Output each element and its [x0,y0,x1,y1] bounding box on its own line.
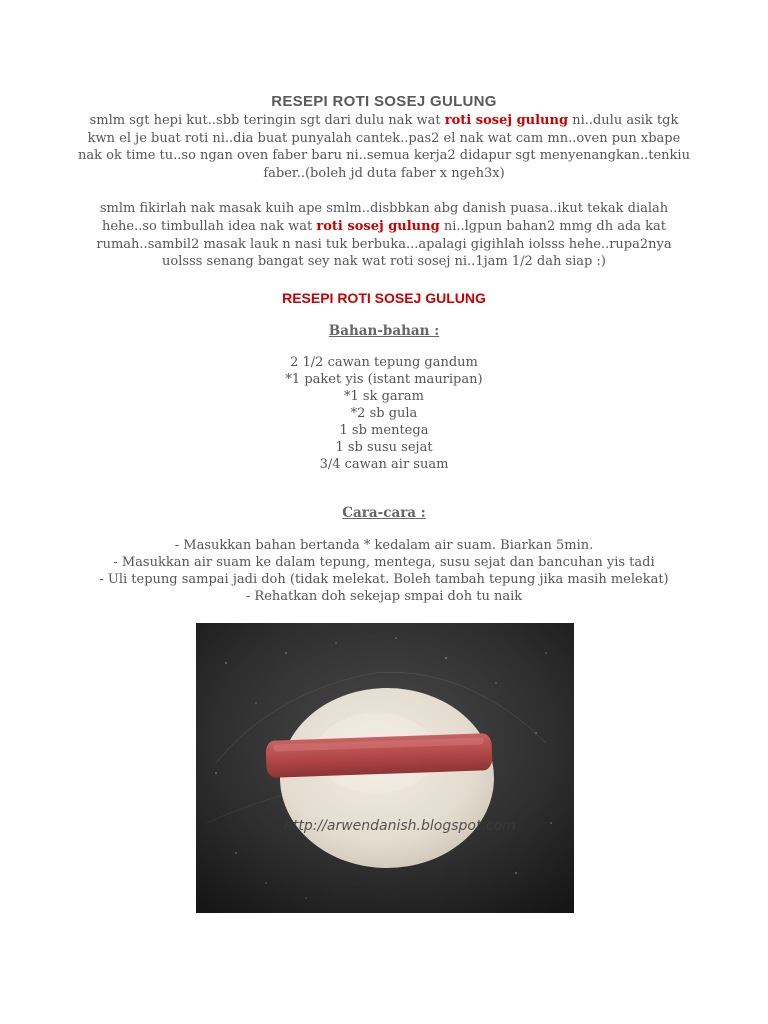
recipe-photo [196,623,574,913]
method-step: - Masukkan air suam ke dalam tepung, mentega, susu sejat dan bancuhan yis tadi [113,554,655,570]
highlight-text: roti sosej gulung [316,218,440,234]
recipe-document [60,92,708,605]
dough-sausage-image [196,623,574,913]
story-text: rumah..sambil2 masak lauk n nasi tuk berbuka...apalagi gigihlah iolsss hehe..rupa2nya [96,236,672,252]
ingredient-item: 2 1/2 cawan tepung gandum [290,354,478,370]
ingredient-item: 3/4 cawan air suam [319,456,449,472]
intro-text: smlm sgt hepi kut..sbb teringin sgt dari dulu nak wat [89,113,445,128]
intro-text: faber..(boleh jd duta faber x ngeh3x) [263,165,505,181]
ingredient-item: 1 sb susu sejat [335,439,433,455]
method-steps [60,537,708,605]
method-step: - Uli tepung sampai jadi doh (tidak melekat. Boleh tambah tepung jika masih melekat) [99,571,669,587]
ingredient-item: *1 paket yis (istant mauripan) [285,371,483,387]
photo-watermark: http://arwendanish.blogspot.com [284,818,516,834]
intro-text: kwn el je buat roti ni..dia buat punyalah cantek..pas2 el nak wat cam mn..oven pun xbape [87,130,681,146]
story-paragraph [60,200,708,270]
ingredient-item: 1 sb mentega [339,422,429,438]
method-heading: Cara-cara : [342,504,426,521]
method-step: - Masukkan bahan bertanda * kedalam air suam. Biarkan 5min. [174,537,594,553]
story-text: ni..lgpun bahan2 mmg dh ada kat [439,218,667,234]
highlight-text: roti sosej gulung [444,113,569,128]
intro-text: ni..dulu asik tgk [568,113,679,128]
story-text: uolsss senang bangat sey nak wat roti sosej ni..1jam 1/2 dah siap :) [162,254,606,270]
ingredients-list [60,354,708,473]
story-text: smlm fikirlah nak masak kuih ape smlm..disbbkan abg danish puasa..ikut tekak dialah [99,201,669,217]
story-text: hehe..so timbullah idea nak wat [101,218,317,234]
page-title: RESEPI ROTI SOSEJ GULUNG [271,93,497,110]
method-step: - Rehatkan doh sekejap smpai doh tu naik [245,588,523,604]
intro-paragraph [60,112,708,182]
ingredient-item: *2 sb gula [350,405,418,421]
ingredients-heading: Bahan-bahan : [328,322,440,339]
ingredient-item: *1 sk garam [344,388,424,404]
recipe-subtitle: RESEPI ROTI SOSEJ GULUNG [282,289,486,306]
intro-text: nak ok time tu..so ngan oven faber baru ni..semua kerja2 didapur sgt menyenangkan..tenkiu [78,148,690,164]
